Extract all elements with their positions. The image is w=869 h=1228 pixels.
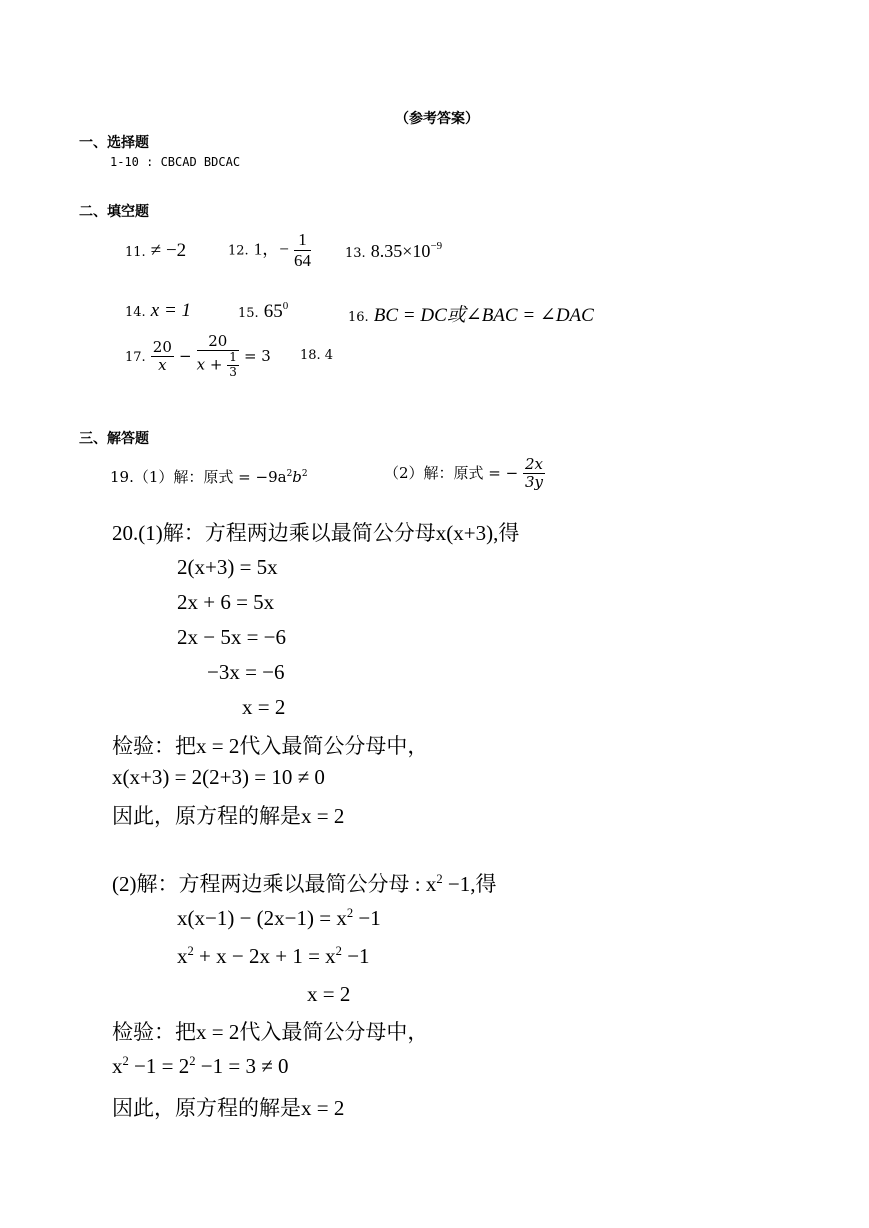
q20-2-line-5: 检验：把x = 2代入最简公分母中， bbox=[112, 1020, 429, 1044]
q16-number: 16. bbox=[348, 310, 369, 325]
q17-num2: 20 bbox=[197, 333, 239, 351]
answer-19-1 bbox=[110, 466, 308, 487]
q17-den1: x bbox=[158, 355, 167, 374]
q19-2-fraction bbox=[523, 456, 545, 492]
q12-value: 1，− bbox=[253, 239, 289, 259]
answer-11 bbox=[125, 240, 186, 262]
answer-18: 18. 4 bbox=[300, 348, 334, 363]
q16-value: BC = DC或∠BAC = ∠DAC bbox=[373, 305, 594, 326]
q20-2-l1-b: −1,得 bbox=[442, 872, 497, 896]
q19-2-numerator: 2x bbox=[525, 455, 544, 473]
q17-equals: = 3 bbox=[243, 346, 271, 365]
q20-1-line-5: −3x = −6 bbox=[207, 660, 285, 684]
answer-13 bbox=[345, 240, 442, 262]
q20-2-l2-a: x(x−1) − (2x−1) = x bbox=[177, 906, 347, 930]
q20-2-l2-b: −1 bbox=[353, 906, 381, 930]
q11-value: ≠ −2 bbox=[150, 240, 187, 261]
q20-2-l3-b: + x − 2x + 1 = x bbox=[193, 944, 336, 968]
section-heading-fill: 二、填空题 bbox=[79, 204, 149, 220]
q17-den2-text: x + bbox=[196, 355, 223, 374]
answer-15 bbox=[238, 300, 288, 323]
q20-2-line-7: 因此，原方程的解是x = 2 bbox=[112, 1096, 345, 1120]
q19-2-denominator: 3y bbox=[524, 473, 544, 492]
q19-1-exp1: 2 bbox=[286, 469, 293, 479]
q20-2-l1-exp: 2 bbox=[436, 872, 443, 886]
choice-answers: 1-10 : CBCAD BDCAC bbox=[110, 155, 241, 169]
q20-1-line-2: 2(x+3) = 5x bbox=[177, 555, 278, 579]
q20-2-l2-exp: 2 bbox=[346, 906, 354, 920]
q19-2-text: （2）解：原式 = − bbox=[384, 463, 519, 482]
q20-2-l3-c: −1 bbox=[341, 944, 370, 968]
q20-2-line-2 bbox=[177, 906, 381, 931]
q20-2-l6-exp2: 2 bbox=[189, 1054, 196, 1068]
q11-number: 11. bbox=[125, 245, 146, 260]
q20-2-l1-a: (2)解：方程两边乘以最简公分母 : x bbox=[112, 872, 437, 896]
section-heading-solve: 三、解答题 bbox=[79, 431, 149, 447]
q12-fraction bbox=[294, 230, 311, 270]
q17-inner-den: 3 bbox=[229, 365, 237, 380]
q12-denominator: 64 bbox=[293, 250, 311, 270]
q13-value: 8.35×10 bbox=[370, 241, 431, 261]
q20-2-l6-c: −1 = 3 ≠ 0 bbox=[195, 1054, 289, 1078]
q17-fraction-2 bbox=[197, 333, 239, 380]
q20-2-l3-a: x bbox=[177, 944, 188, 968]
q17-inner-fraction bbox=[227, 351, 239, 380]
q17-num1: 20 bbox=[152, 337, 172, 356]
q20-1-line-6: x = 2 bbox=[242, 695, 286, 719]
q20-2-line-4: x = 2 bbox=[307, 982, 351, 1006]
q20-2-l6-exp1: 2 bbox=[122, 1054, 129, 1068]
answer-14 bbox=[125, 300, 191, 322]
q17-inner-num: 1 bbox=[229, 350, 237, 365]
page-title: （参考答案） bbox=[395, 111, 479, 127]
q17-den2 bbox=[197, 351, 239, 380]
q19-1-text: 19.（1）解：原式 = −9a bbox=[110, 468, 287, 486]
q15-value: 65 bbox=[263, 301, 283, 322]
q20-1-line-8: x(x+3) = 2(2+3) = 10 ≠ 0 bbox=[112, 765, 325, 789]
q19-1-exp2: 2 bbox=[301, 469, 308, 479]
answer-12 bbox=[228, 230, 311, 270]
q20-2-l6-b: −1 = 2 bbox=[128, 1054, 190, 1078]
q20-1-line-3: 2x + 6 = 5x bbox=[177, 590, 275, 614]
q20-1-line-4: 2x − 5x = −6 bbox=[177, 625, 287, 649]
q17-minus: − bbox=[178, 346, 192, 365]
q13-exponent: −9 bbox=[430, 240, 443, 252]
q20-2-l3-exp1: 2 bbox=[187, 944, 194, 958]
q20-1-line-9: 因此，原方程的解是x = 2 bbox=[112, 804, 345, 828]
q20-1-line-1: 20.(1)解：方程两边乘以最简公分母x(x+3),得 bbox=[112, 521, 520, 545]
q20-2-line-1 bbox=[112, 868, 496, 898]
q20-2-line-6 bbox=[112, 1054, 289, 1079]
answer-17 bbox=[125, 333, 271, 380]
answer-19-2 bbox=[384, 456, 545, 492]
q15-exponent: 0 bbox=[282, 300, 289, 312]
q20-2-line-3 bbox=[177, 944, 370, 969]
q12-number: 12. bbox=[228, 243, 249, 259]
q14-value: x = 1 bbox=[150, 300, 192, 321]
q20-2-l6-a: x bbox=[112, 1054, 123, 1078]
q20-2-l3-exp2: 2 bbox=[335, 944, 342, 958]
section-heading-choice: 一、选择题 bbox=[79, 135, 149, 151]
q13-number: 13. bbox=[345, 246, 366, 261]
q20-1-line-7: 检验：把x = 2代入最简公分母中， bbox=[112, 734, 429, 758]
q19-1-b: b bbox=[292, 468, 302, 486]
q12-numerator: 1 bbox=[294, 230, 311, 251]
q17-fraction-1 bbox=[151, 339, 174, 375]
q17-number: 17. bbox=[125, 349, 146, 365]
q15-number: 15. bbox=[238, 306, 259, 321]
answer-16 bbox=[348, 300, 594, 327]
q14-number: 14. bbox=[125, 305, 146, 320]
